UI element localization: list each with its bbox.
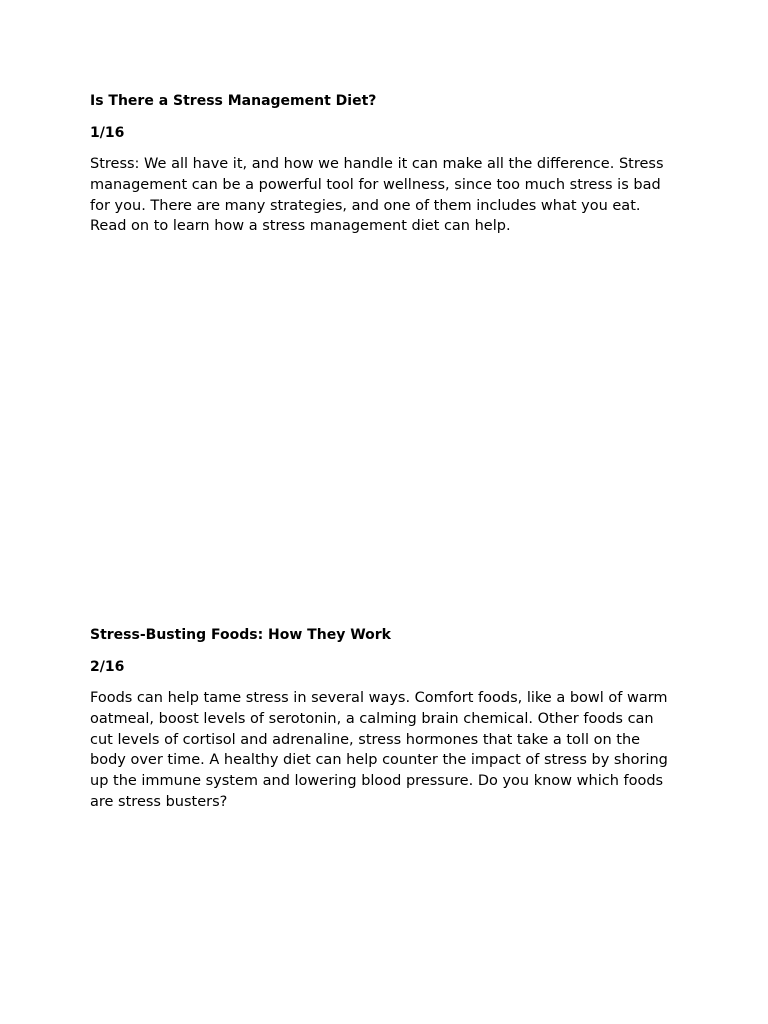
slide-counter: 2/16 [90,659,125,675]
slide-title: Stress-Busting Foods: How They Work [90,627,391,643]
slide-section-1 [90,91,670,237]
slide-body-text: Stress: We all have it, and how we handle it can make all the difference. Stress management can be a powerful tool for wellness, since too much stress is bad for you. There are many strategies, and one of them includes what you eat. Read on to learn how a stress management diet can help. [90,156,664,235]
slide-counter: 1/16 [90,125,125,141]
slide-title: Is There a Stress Management Diet? [90,93,377,109]
slide-section-2 [90,625,670,813]
slide-body-text: Foods can help tame stress in several ways. Comfort foods, like a bowl of warm oatmeal, boost levels of serotonin, a calming brain chemical. Other foods can cut levels of cortisol and adrenaline, stress hormones that take a toll on the body over time. A healthy diet can help counter the impact of stress by shoring up the immune system and lowering blood pressure. Do you know which foods are stress busters? [90,690,668,810]
